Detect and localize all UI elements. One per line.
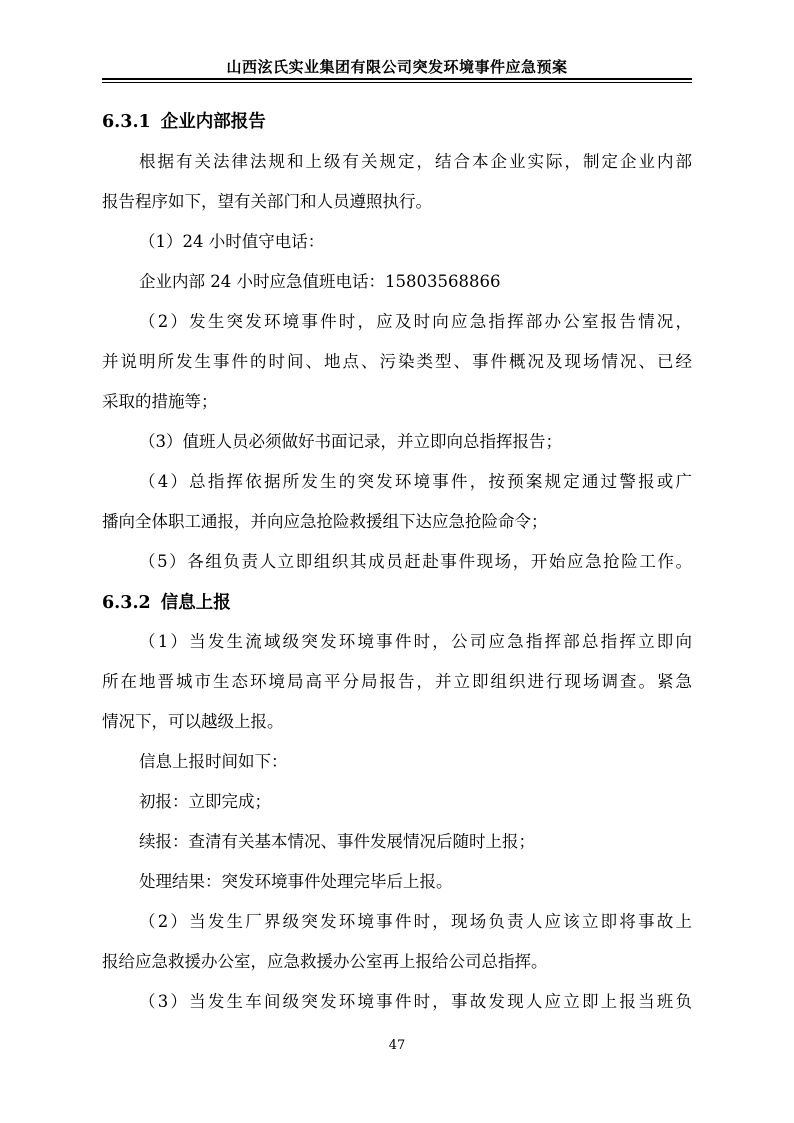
document-header: 山西泫氏实业集团有限公司突发环境事件应急预案 — [226, 58, 568, 76]
paragraph-line: 续报：查清有关基本情况、事件发展情况后随时上报； — [139, 832, 535, 851]
section-title: 企业内部报告 — [160, 112, 266, 132]
paragraph-line: 报给应急救援办公室，应急救援办公室再上报给公司总指挥。 — [102, 952, 548, 971]
header-rule-thin — [102, 82, 692, 83]
paragraph-line: 初报：立即完成； — [139, 792, 271, 811]
header-rule-thick — [102, 78, 692, 80]
paragraph-line: （1）当发生流域级突发环境事件时，公司应急指挥部总指挥立即向 — [139, 632, 692, 651]
paragraph-line: （4）总指挥依据所发生的突发环境事件，按预案规定通过警报或广 — [139, 472, 692, 491]
paragraph-line: 采取的措施等； — [102, 392, 218, 411]
paragraph-line: （3）值班人员必须做好书面记录，并立即向总指挥报告； — [139, 432, 562, 451]
paragraph-line: （2）当发生厂界级突发环境事件时，现场负责人应该立即将事故上 — [139, 912, 692, 931]
paragraph-line: （1）24 小时值守电话： — [139, 232, 325, 251]
section-number: 6.3.2 — [102, 593, 151, 613]
paragraph-line: 播向全体职工通报，并向应急抢险救援组下达应急抢险命令； — [102, 512, 548, 531]
paragraph-line: 处理结果：突发环境事件处理完毕后上报。 — [139, 872, 453, 891]
paragraph-line: 所在地晋城市生态环境局高平分局报告，并立即组织进行现场调查。紧急 — [102, 672, 692, 691]
paragraph-line: 企业内部 24 小时应急值班电话：15803568866 — [139, 272, 501, 291]
paragraph-line: 并说明所发生事件的时间、地点、污染类型、事件概况及现场情况、已经 — [102, 352, 692, 371]
section-heading-6-3-1 — [102, 110, 692, 134]
section-title: 信息上报 — [160, 593, 231, 613]
page-number: 47 — [388, 1038, 406, 1053]
paragraph-line: 报告程序如下，望有关部门和人员遵照执行。 — [102, 192, 432, 211]
paragraph-line: 根据有关法律法规和上级有关规定，结合本企业实际，制定企业内部 — [139, 152, 692, 171]
paragraph-line: 信息上报时间如下： — [139, 752, 288, 771]
section-number: 6.3.1 — [102, 112, 151, 132]
paragraph-line: （5）各组负责人立即组织其成员赶赴事件现场，开始应急抢险工作。 — [139, 552, 692, 571]
paragraph-line: （3）当发生车间级突发环境事件时，事故发现人应立即上报当班负 — [139, 992, 692, 1011]
paragraph-line: 情况下，可以越级上报。 — [102, 712, 284, 731]
paragraph-line: （2）发生突发环境事件时，应及时向应急指挥部办公室报告情况， — [139, 312, 692, 331]
section-heading-6-3-2 — [102, 591, 692, 615]
